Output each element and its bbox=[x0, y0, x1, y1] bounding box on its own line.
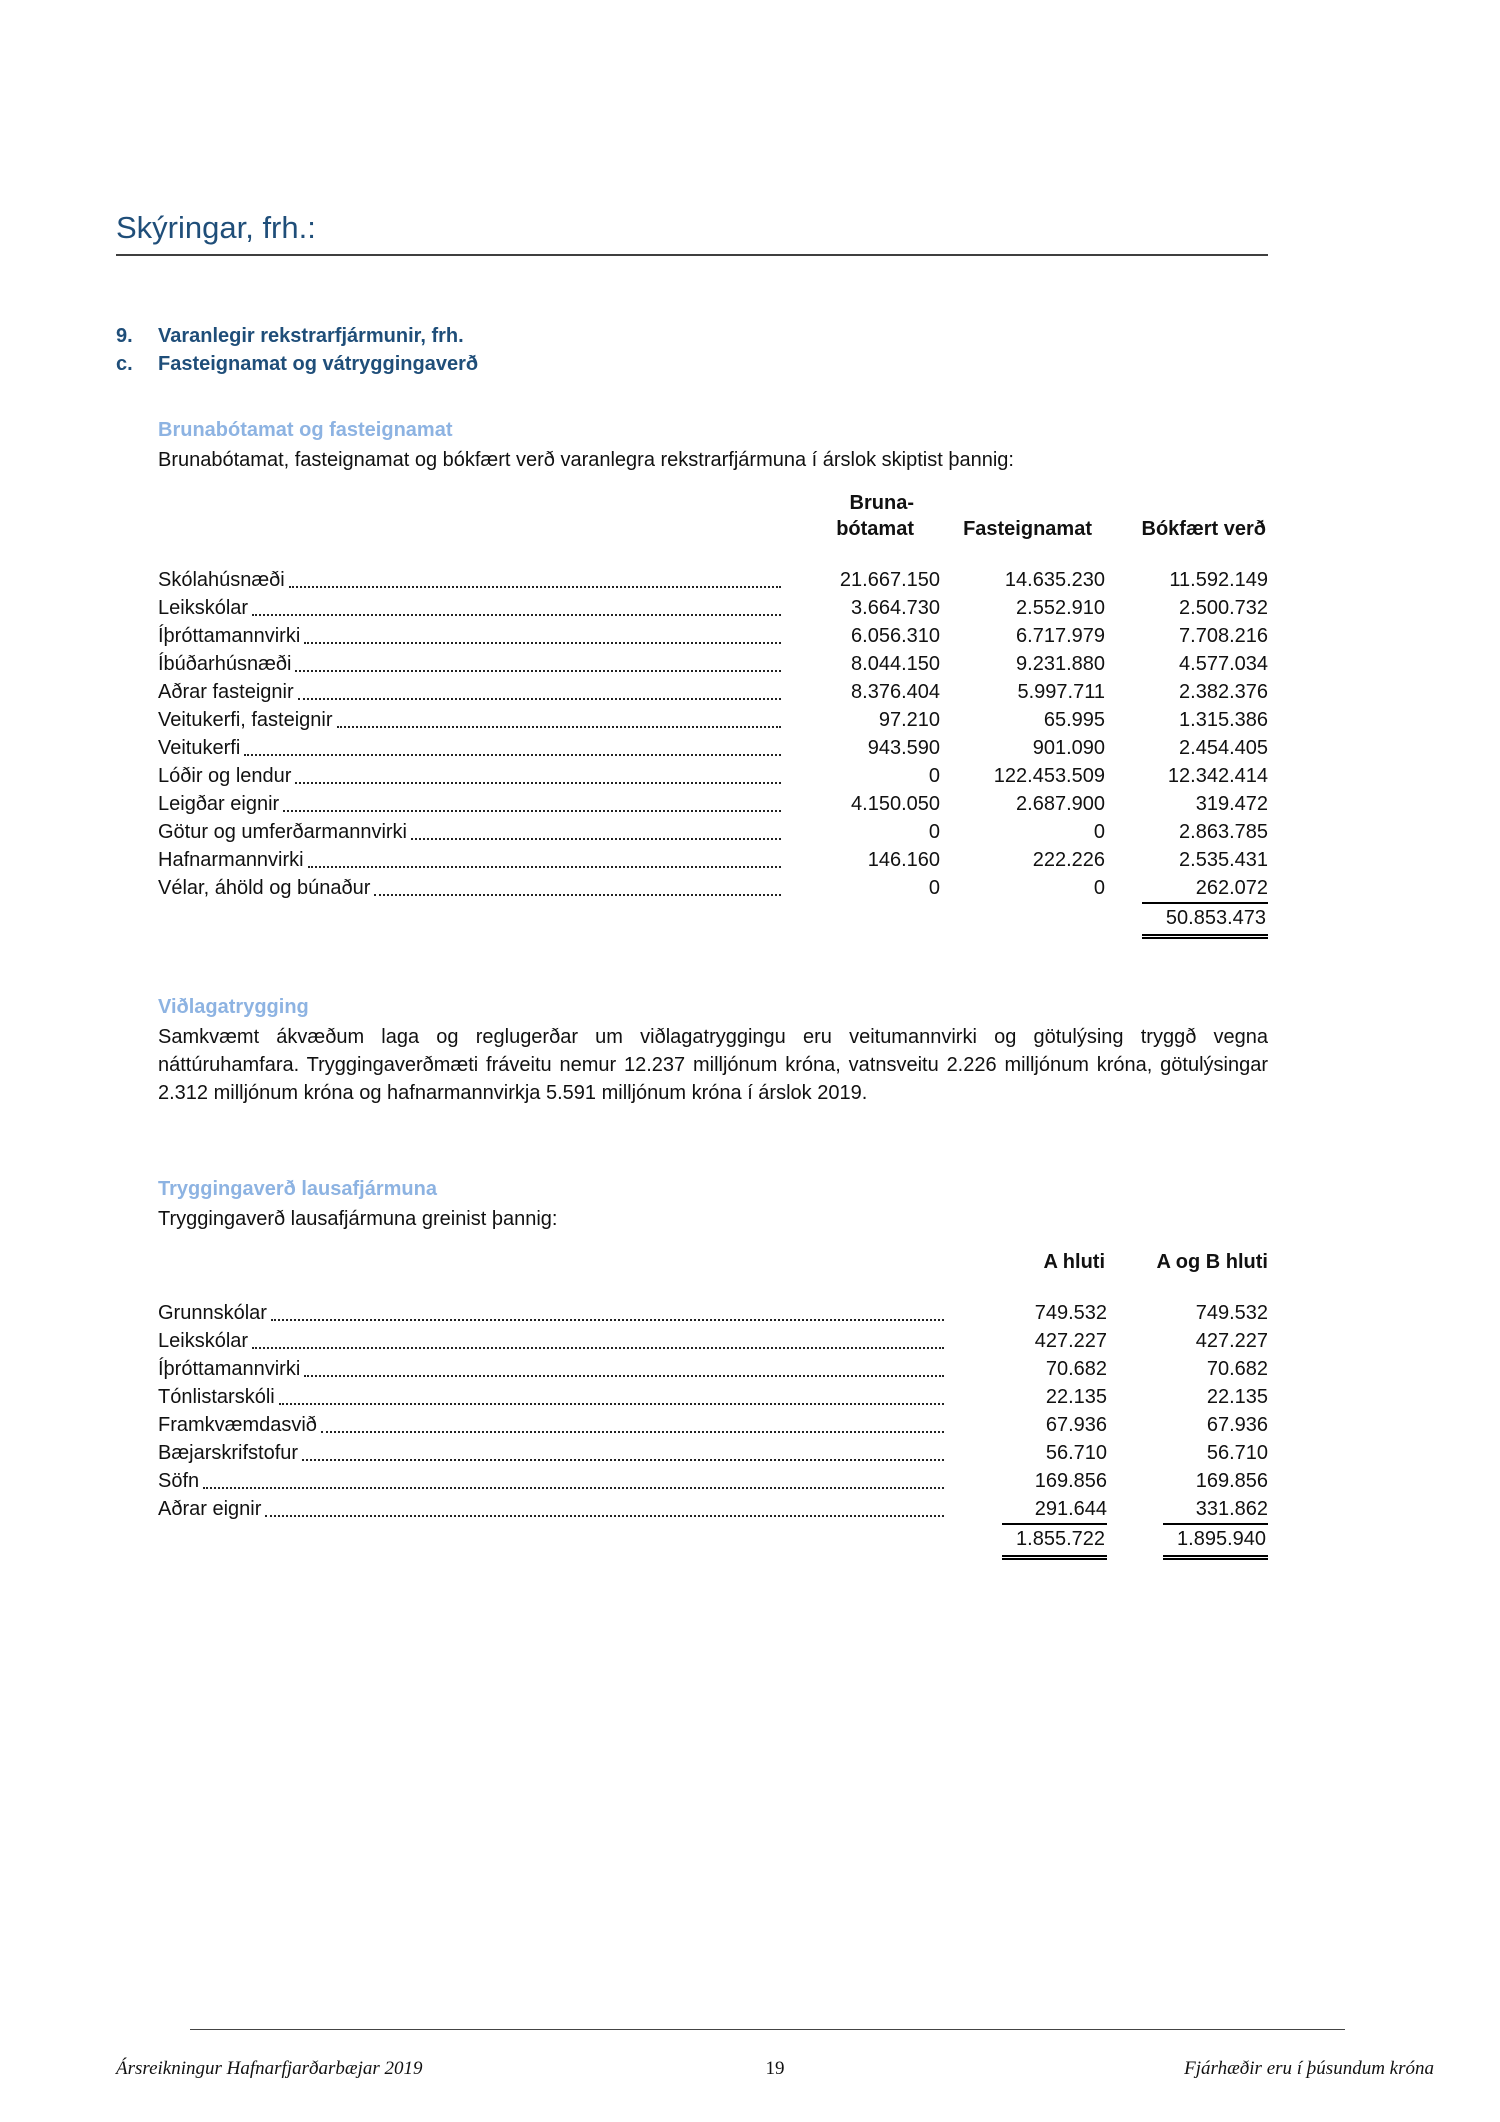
cell-a-hluti: 427.227 bbox=[1034, 1330, 1107, 1352]
page-content bbox=[116, 210, 1268, 1560]
section-vidlagatrygging bbox=[158, 993, 1268, 1107]
cell-fasteignamat: 6.717.979 bbox=[1016, 625, 1105, 647]
table-row bbox=[158, 1411, 1268, 1439]
row-label: Íþróttamannvirki bbox=[158, 1358, 301, 1380]
row-label: Íþróttamannvirki bbox=[158, 625, 301, 647]
total-a-og-b-hluti bbox=[1107, 1523, 1268, 1560]
dotted-leader bbox=[252, 1327, 944, 1349]
note-c-heading bbox=[116, 350, 1268, 378]
brunabotamat-intro: Brunabótamat, fasteignamat og bókfært verð varanlegra rekstrarfjármuna í árslok skiptist þannig: bbox=[158, 449, 1014, 471]
cell-bokfaert: 2.500.732 bbox=[1179, 597, 1268, 619]
dotted-leader bbox=[295, 650, 781, 672]
dotted-leader bbox=[374, 874, 781, 896]
column-header-fasteignamat: Fasteignamat bbox=[963, 518, 1092, 540]
cell-a-og-b-hluti: 70.682 bbox=[1206, 1358, 1268, 1380]
vidlagatrygging-paragraph: Samkvæmt ákvæðum laga og reglugerðar um viðlagatryggingu eru veitumannvirki og götulýsing tryggð vegna náttúruhamfara. Tryggingaverðmæti fráveitu nemur 12.237 milljónum króna, vatnsveitu 2.226 milljónum króna, götulýsingar 2.312 milljónum króna og hafnarmannvirkja 5.591 milljónum króna í árslok 2019. bbox=[158, 1026, 1268, 1104]
row-label: Framkvæmdasvið bbox=[158, 1414, 317, 1436]
note-9-title: Varanlegir rekstrarfjármunir, frh. bbox=[158, 325, 464, 347]
cell-fasteignamat: 14.635.230 bbox=[1004, 569, 1105, 591]
table-row bbox=[158, 1327, 1268, 1355]
table-row bbox=[158, 790, 1268, 818]
cell-fasteignamat: 0 bbox=[1093, 821, 1105, 843]
row-label: Götur og umferðarmannvirki bbox=[158, 821, 407, 843]
total-value-ab: 1.895.940 bbox=[1163, 1523, 1268, 1560]
section-heading-brunabotamat: Brunabótamat og fasteignamat bbox=[158, 419, 453, 441]
cell-bokfaert: 2.863.785 bbox=[1179, 821, 1268, 843]
row-label: Aðrar fasteignir bbox=[158, 681, 294, 703]
dotted-leader bbox=[252, 594, 781, 616]
cell-brunabotamat: 146.160 bbox=[867, 849, 940, 871]
cell-bokfaert: 262.072 bbox=[1195, 877, 1268, 899]
row-label: Tónlistarskóli bbox=[158, 1386, 275, 1408]
row-label: Íbúðarhúsnæði bbox=[158, 653, 292, 675]
table-row bbox=[158, 650, 1268, 678]
column-header-bokfaert-verd: Bókfært verð bbox=[1141, 518, 1266, 540]
table-row bbox=[158, 1355, 1268, 1383]
cell-brunabotamat: 8.044.150 bbox=[851, 653, 940, 675]
cell-fasteignamat: 901.090 bbox=[1032, 737, 1105, 759]
tryggingaverd-table-header bbox=[158, 1249, 1268, 1275]
cell-fasteignamat: 2.687.900 bbox=[1016, 793, 1105, 815]
row-label: Lóðir og lendur bbox=[158, 765, 292, 787]
dotted-leader bbox=[304, 1355, 944, 1377]
dotted-leader bbox=[302, 1439, 944, 1461]
total-empty-brunabotamat bbox=[784, 902, 940, 939]
cell-brunabotamat: 3.664.730 bbox=[851, 597, 940, 619]
row-label: Aðrar eignir bbox=[158, 1498, 262, 1520]
row-label: Skólahúsnæði bbox=[158, 569, 285, 591]
cell-a-hluti: 56.710 bbox=[1045, 1442, 1107, 1464]
cell-a-og-b-hluti: 67.936 bbox=[1206, 1414, 1268, 1436]
dotted-leader bbox=[203, 1467, 944, 1489]
column-header-brunabotamat-line2: bótamat bbox=[836, 518, 914, 540]
brunabotamat-table-header bbox=[158, 490, 1268, 542]
table-row bbox=[158, 594, 1268, 622]
table-row bbox=[158, 706, 1268, 734]
cell-fasteignamat: 5.997.711 bbox=[1017, 681, 1105, 703]
row-label: Leigðar eignir bbox=[158, 793, 280, 815]
table-row bbox=[158, 846, 1268, 874]
dotted-leader bbox=[304, 622, 781, 644]
cell-a-og-b-hluti: 331.862 bbox=[1195, 1498, 1268, 1520]
table-row bbox=[158, 1495, 1268, 1523]
cell-bokfaert: 319.472 bbox=[1195, 793, 1268, 815]
dotted-leader bbox=[321, 1411, 944, 1433]
dotted-leader bbox=[298, 678, 781, 700]
page-title: Skýringar, frh.: bbox=[116, 210, 1268, 256]
cell-brunabotamat: 4.150.050 bbox=[851, 793, 940, 815]
cell-a-hluti: 749.532 bbox=[1034, 1302, 1107, 1324]
cell-a-og-b-hluti: 56.710 bbox=[1206, 1442, 1268, 1464]
table-row bbox=[158, 1467, 1268, 1495]
cell-bokfaert: 1.315.386 bbox=[1179, 709, 1268, 731]
section-heading-vidlagatrygging: Viðlagatrygging bbox=[158, 996, 309, 1018]
cell-bokfaert: 7.708.216 bbox=[1179, 625, 1268, 647]
cell-a-hluti: 291.644 bbox=[1034, 1498, 1107, 1520]
cell-bokfaert: 12.342.414 bbox=[1167, 765, 1268, 787]
column-header-brunabotamat bbox=[784, 490, 940, 542]
table-total-row bbox=[158, 1523, 1268, 1560]
total-spacer bbox=[158, 902, 784, 939]
footer-amounts-note: Fjárhæðir eru í þúsundum króna bbox=[1184, 2058, 1434, 2079]
dotted-leader bbox=[265, 1495, 944, 1517]
cell-brunabotamat: 21.667.150 bbox=[839, 569, 940, 591]
table-row bbox=[158, 874, 1268, 902]
cell-brunabotamat: 8.376.404 bbox=[851, 681, 940, 703]
dotted-leader bbox=[289, 566, 781, 588]
cell-fasteignamat: 9.231.880 bbox=[1016, 653, 1105, 675]
row-label: Söfn bbox=[158, 1470, 200, 1492]
total-a-hluti bbox=[947, 1523, 1107, 1560]
tryggingaverd-table bbox=[158, 1299, 1268, 1560]
footer-report-title: Ársreikningur Hafnarfjarðarbæjar 2019 bbox=[116, 2058, 423, 2079]
dotted-leader bbox=[295, 762, 781, 784]
column-header-a-og-b-hluti: A og B hluti bbox=[1156, 1251, 1268, 1273]
table-row bbox=[158, 1383, 1268, 1411]
brunabotamat-table bbox=[158, 566, 1268, 939]
tryggingaverd-intro: Tryggingaverð lausafjármuna greinist þannig: bbox=[158, 1208, 558, 1230]
note-9-heading bbox=[116, 322, 1268, 350]
cell-brunabotamat: 943.590 bbox=[867, 737, 940, 759]
cell-a-og-b-hluti: 427.227 bbox=[1195, 1330, 1268, 1352]
footer-rule bbox=[190, 2029, 1345, 2030]
cell-a-og-b-hluti: 169.856 bbox=[1195, 1470, 1268, 1492]
cell-a-og-b-hluti: 22.135 bbox=[1206, 1386, 1268, 1408]
cell-bokfaert: 4.577.034 bbox=[1179, 653, 1268, 675]
cell-a-hluti: 169.856 bbox=[1034, 1470, 1107, 1492]
page-footer bbox=[116, 2058, 1434, 2080]
section-brunabotamat bbox=[158, 416, 1268, 939]
dotted-leader bbox=[271, 1299, 944, 1321]
cell-brunabotamat: 97.210 bbox=[878, 709, 940, 731]
cell-bokfaert: 2.454.405 bbox=[1179, 737, 1268, 759]
cell-a-hluti: 22.135 bbox=[1045, 1386, 1107, 1408]
row-label: Veitukerfi, fasteignir bbox=[158, 709, 333, 731]
section-heading-tryggingaverd: Tryggingaverð lausafjármuna bbox=[158, 1178, 437, 1200]
row-label: Leikskólar bbox=[158, 597, 249, 619]
total-spacer bbox=[158, 1523, 947, 1560]
footer-page-number: 19 bbox=[765, 2058, 785, 2079]
cell-fasteignamat: 65.995 bbox=[1043, 709, 1105, 731]
dotted-leader bbox=[279, 1383, 944, 1405]
column-header-brunabotamat-line1: Bruna- bbox=[849, 492, 914, 514]
table-total-row bbox=[158, 902, 1268, 939]
table-row bbox=[158, 818, 1268, 846]
dotted-leader bbox=[411, 818, 781, 840]
cell-bokfaert: 2.535.431 bbox=[1179, 849, 1268, 871]
table-row bbox=[158, 622, 1268, 650]
cell-a-og-b-hluti: 749.532 bbox=[1195, 1302, 1268, 1324]
total-bokfaert bbox=[1105, 902, 1268, 939]
total-value-a: 1.855.722 bbox=[1002, 1523, 1107, 1560]
note-c-number: c. bbox=[116, 353, 133, 375]
cell-fasteignamat: 2.552.910 bbox=[1016, 597, 1105, 619]
table-row bbox=[158, 762, 1268, 790]
cell-bokfaert: 11.592.149 bbox=[1169, 569, 1268, 591]
table-row bbox=[158, 1439, 1268, 1467]
row-label: Veitukerfi bbox=[158, 737, 241, 759]
row-label: Vélar, áhöld og búnaður bbox=[158, 877, 371, 899]
dotted-leader bbox=[308, 846, 781, 868]
cell-brunabotamat: 0 bbox=[928, 877, 940, 899]
row-label: Bæjarskrifstofur bbox=[158, 1442, 299, 1464]
cell-brunabotamat: 0 bbox=[928, 821, 940, 843]
column-header-a-hluti: A hluti bbox=[1043, 1251, 1105, 1273]
row-label: Leikskólar bbox=[158, 1330, 249, 1352]
section-tryggingaverd bbox=[158, 1175, 1268, 1560]
cell-a-hluti: 67.936 bbox=[1045, 1414, 1107, 1436]
table-row bbox=[158, 1299, 1268, 1327]
dotted-leader bbox=[283, 790, 781, 812]
dotted-leader bbox=[244, 734, 781, 756]
cell-brunabotamat: 0 bbox=[928, 765, 940, 787]
note-c-title: Fasteignamat og vátryggingaverð bbox=[158, 353, 479, 375]
row-label: Grunnskólar bbox=[158, 1302, 267, 1324]
cell-fasteignamat: 222.226 bbox=[1032, 849, 1105, 871]
table-row bbox=[158, 566, 1268, 594]
dotted-leader bbox=[337, 706, 781, 728]
cell-bokfaert: 2.382.376 bbox=[1179, 681, 1268, 703]
cell-fasteignamat: 0 bbox=[1093, 877, 1105, 899]
total-empty-fasteignamat bbox=[940, 902, 1105, 939]
total-value: 50.853.473 bbox=[1142, 902, 1268, 939]
cell-brunabotamat: 6.056.310 bbox=[851, 625, 940, 647]
table-row bbox=[158, 678, 1268, 706]
table-row bbox=[158, 734, 1268, 762]
row-label: Hafnarmannvirki bbox=[158, 849, 304, 871]
cell-a-hluti: 70.682 bbox=[1045, 1358, 1107, 1380]
cell-fasteignamat: 122.453.509 bbox=[993, 765, 1105, 787]
note-9-number: 9. bbox=[116, 325, 133, 347]
